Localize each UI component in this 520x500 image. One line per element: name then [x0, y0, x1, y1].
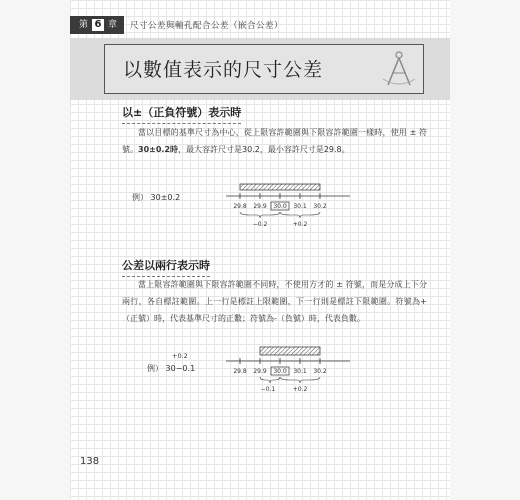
tick-label: 29.9 [253, 203, 267, 210]
section1-paragraph [122, 124, 427, 158]
plus-bracket [280, 212, 320, 218]
chapter-header [70, 16, 450, 34]
example1-label [132, 192, 180, 203]
title-band [70, 38, 450, 100]
tolerance-diagram-1 [220, 182, 360, 230]
example2-base: 30−0.1 [165, 364, 196, 373]
section2-heading: 公差以兩行表示時 [122, 257, 210, 277]
page-number: 138 [80, 456, 100, 467]
example1-prefix: 例） [132, 193, 148, 202]
section1-text-b: ，最大容許尺寸是30.2，最小容許尺寸是29.8。 [178, 145, 350, 154]
chapter-number: 6 [92, 19, 104, 31]
drafting-compass-icon [379, 49, 419, 89]
minus-bracket [260, 377, 280, 383]
tick-label: 29.9 [253, 368, 267, 375]
tick-label: 30.0 [273, 203, 287, 210]
tolerance-band [240, 184, 320, 190]
minus-bracket [240, 212, 280, 218]
tick-label: 30.0 [273, 368, 287, 375]
section1-text-a: 當以目標的基準尺寸為中心，從上限容許範圍與下限容許範圍一樣時，使用 ± 符號。 [122, 128, 427, 154]
tick-label: 30.2 [313, 368, 327, 375]
section1-text-bold: 30±0.2時 [138, 145, 179, 154]
section1-heading: 以±（正負符號）表示時 [122, 104, 241, 124]
example2-upper: +0.2 [172, 352, 188, 360]
tolerance-band [260, 347, 320, 355]
example2-label [147, 363, 195, 374]
minus-label: −0.1 [260, 386, 276, 393]
tick-label: 30.1 [293, 368, 307, 375]
tick-label: 30.2 [313, 203, 327, 210]
plus-label: +0.2 [292, 221, 308, 228]
minus-label: −0.2 [252, 221, 268, 228]
page-title: 以數值表示的尺寸公差 [123, 59, 324, 81]
tick-label: 30.1 [293, 203, 307, 210]
chapter-prefix: 第 [79, 20, 89, 30]
plus-label: +0.2 [292, 386, 308, 393]
plus-bracket [280, 377, 320, 383]
section2-paragraph: 當上限容許範圍與下限容許範圍不同時，不使用方才的 ± 符號，而是分成上下分兩行，各自標註範圍。上一行是標註上限範圍，下一行則是標註下限範圍。符號為+（正號）時，代表基準尺寸的正數；符號為-（負號）時，代表負數。 [122, 280, 427, 323]
book-page [70, 0, 450, 500]
tick-label: 29.8 [233, 203, 247, 210]
chapter-title: 尺寸公差與軸孔配合公差（嵌合公差） [130, 21, 284, 31]
example1-value: 30±0.2 [150, 193, 181, 202]
chapter-suffix: 章 [108, 20, 118, 30]
example2-prefix: 例） [147, 364, 163, 373]
title-box [104, 44, 424, 94]
tick-label: 29.8 [233, 368, 247, 375]
tolerance-diagram-2 [220, 345, 360, 397]
chapter-badge [70, 16, 124, 34]
